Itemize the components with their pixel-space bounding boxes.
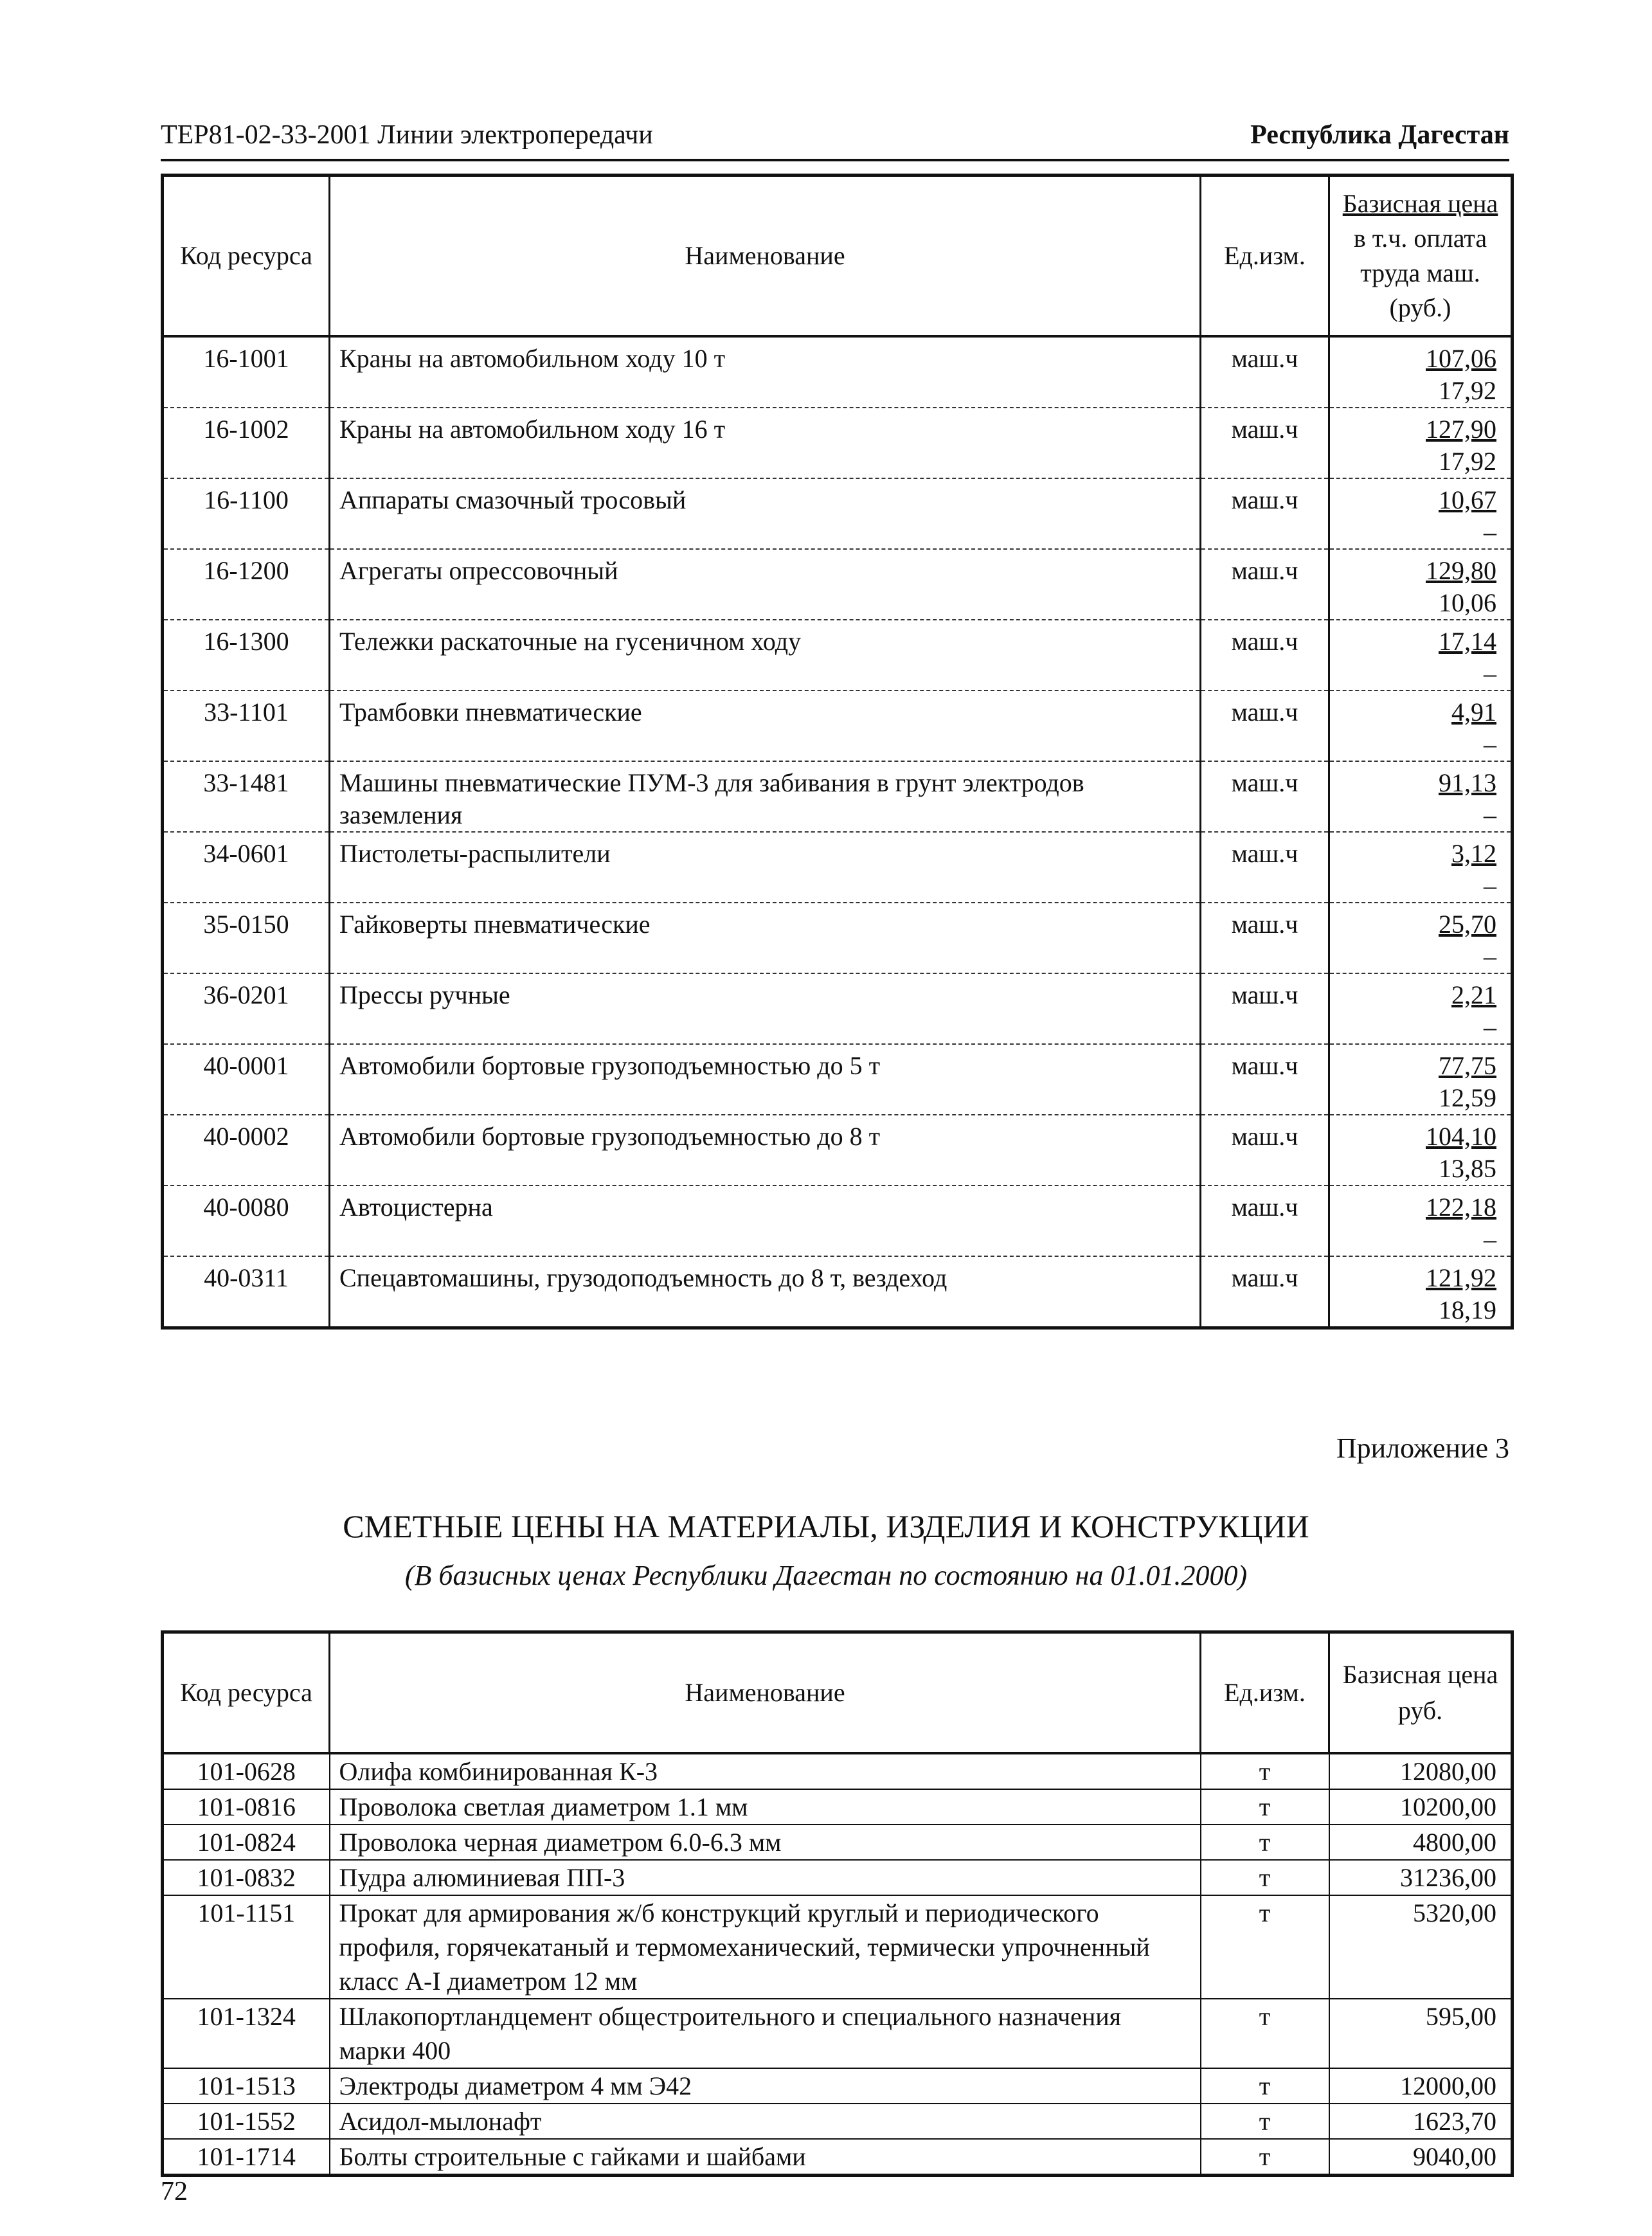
resource-code: 36-0201 xyxy=(163,973,330,1044)
price-cell xyxy=(1329,620,1513,690)
unit: т xyxy=(1201,1789,1329,1825)
unit: маш.ч xyxy=(1201,1186,1329,1256)
table-row xyxy=(163,973,1513,1044)
resource-code: 101-1324 xyxy=(163,1999,330,2068)
resource-name: Олифа комбинированная К-3 xyxy=(330,1753,1201,1789)
base-price: 12080,00 xyxy=(1329,1753,1513,1789)
labor-cost: – xyxy=(1484,729,1496,759)
base-price: 3,12 xyxy=(1451,838,1496,868)
resource-name: Тележки раскаточные на гусеничном ходу xyxy=(330,620,1201,690)
price-cell xyxy=(1329,549,1513,620)
unit: маш.ч xyxy=(1201,549,1329,620)
resource-code: 101-1552 xyxy=(163,2104,330,2139)
base-price: 9040,00 xyxy=(1329,2139,1513,2176)
base-price: 127,90 xyxy=(1426,414,1496,444)
labor-cost: 17,92 xyxy=(1439,446,1496,476)
base-price: 77,75 xyxy=(1439,1050,1496,1080)
table-row xyxy=(163,1895,1513,1999)
price-cell xyxy=(1329,1256,1513,1328)
price-cell xyxy=(1329,973,1513,1044)
price-cell xyxy=(1329,408,1513,478)
header-rule xyxy=(161,159,1509,161)
header-unit: Ед.изм. xyxy=(1201,1632,1329,1754)
resource-name: Краны на автомобильном ходу 16 т xyxy=(330,408,1201,478)
resource-code: 16-1002 xyxy=(163,408,330,478)
header-price-line2: руб. xyxy=(1397,1696,1443,1725)
unit: т xyxy=(1201,1999,1329,2068)
resource-code: 101-0628 xyxy=(163,1753,330,1789)
labor-cost: 10,06 xyxy=(1439,588,1496,617)
table-row xyxy=(163,1999,1513,2068)
table-row xyxy=(163,690,1513,761)
resource-name: Автомобили бортовые грузоподъемностью до 5 т xyxy=(330,1044,1201,1115)
resource-code: 35-0150 xyxy=(163,903,330,973)
table-row xyxy=(163,1860,1513,1895)
table-row xyxy=(163,478,1513,549)
resource-name: Трамбовки пневматические xyxy=(330,690,1201,761)
table-header-row xyxy=(163,1632,1513,1754)
labor-cost: – xyxy=(1484,517,1496,546)
unit: маш.ч xyxy=(1201,408,1329,478)
section-subtitle: (В базисных ценах Республики Дагестан по состоянию на 01.01.2000) xyxy=(404,1560,1248,1591)
resource-code: 101-0816 xyxy=(163,1789,330,1825)
labor-cost: – xyxy=(1484,1224,1496,1254)
table-row xyxy=(163,1753,1513,1789)
resource-code: 101-1513 xyxy=(163,2068,330,2104)
resource-name: Прессы ручные xyxy=(330,973,1201,1044)
unit: т xyxy=(1201,1860,1329,1895)
header-price-line4: (руб.) xyxy=(1389,293,1451,322)
base-price: 10,67 xyxy=(1439,485,1496,514)
header-price-line1: Базисная цена xyxy=(1342,188,1498,218)
resource-code: 16-1300 xyxy=(163,620,330,690)
table-row xyxy=(163,903,1513,973)
base-price: 5320,00 xyxy=(1329,1895,1513,1999)
document-header-region: Республика Дагестан xyxy=(1250,120,1509,150)
section-title: СМЕТНЫЕ ЦЕНЫ НА МАТЕРИАЛЫ, ИЗДЕЛИЯ И КОНСТРУКЦИИ xyxy=(343,1508,1309,1544)
resource-code: 16-1200 xyxy=(163,549,330,620)
table-row xyxy=(163,2068,1513,2104)
table-row xyxy=(163,408,1513,478)
price-cell xyxy=(1329,336,1513,408)
header-name: Наименование xyxy=(330,176,1201,336)
resource-name: Агрегаты опрессовочный xyxy=(330,549,1201,620)
resource-name: Автоцистерна xyxy=(330,1186,1201,1256)
base-price: 129,80 xyxy=(1426,555,1496,585)
table-row xyxy=(163,1256,1513,1328)
labor-cost: – xyxy=(1484,870,1496,900)
header-price xyxy=(1329,1632,1513,1754)
header-price xyxy=(1329,176,1513,336)
resource-code: 40-0311 xyxy=(163,1256,330,1328)
resource-code: 101-1151 xyxy=(163,1895,330,1999)
resource-name: Асидол-мылонафт xyxy=(330,2104,1201,2139)
labor-cost: – xyxy=(1484,800,1496,829)
machinery-price-table xyxy=(161,174,1514,1330)
base-price: 10200,00 xyxy=(1329,1789,1513,1825)
header-name: Наименование xyxy=(330,1632,1201,1754)
table-row xyxy=(163,1789,1513,1825)
table-row xyxy=(163,1115,1513,1186)
materials-price-table xyxy=(161,1630,1514,2177)
base-price: 595,00 xyxy=(1329,1999,1513,2068)
header-code: Код ресурса xyxy=(163,1632,330,1754)
resource-name: Проволока черная диаметром 6.0-6.3 мм xyxy=(330,1825,1201,1860)
base-price: 31236,00 xyxy=(1329,1860,1513,1895)
resource-code: 101-0832 xyxy=(163,1860,330,1895)
unit: маш.ч xyxy=(1201,690,1329,761)
unit: маш.ч xyxy=(1201,903,1329,973)
table-row xyxy=(163,2139,1513,2176)
table-row xyxy=(163,549,1513,620)
unit: т xyxy=(1201,1753,1329,1789)
price-cell xyxy=(1329,478,1513,549)
resource-name: Электроды диаметром 4 мм Э42 xyxy=(330,2068,1201,2104)
resource-code: 33-1101 xyxy=(163,690,330,761)
labor-cost: – xyxy=(1484,1012,1496,1041)
unit: т xyxy=(1201,2139,1329,2176)
unit: маш.ч xyxy=(1201,832,1329,903)
table-row xyxy=(163,1186,1513,1256)
table-row xyxy=(163,1825,1513,1860)
resource-name: Машины пневматические ПУМ-3 для забивания в грунт электродов заземления xyxy=(330,761,1201,832)
resource-name: Пистолеты-распылители xyxy=(330,832,1201,903)
base-price: 25,70 xyxy=(1439,909,1496,939)
header-price-line3: труда маш. xyxy=(1360,258,1480,287)
labor-cost: – xyxy=(1484,658,1496,688)
base-price: 4800,00 xyxy=(1329,1825,1513,1860)
price-cell xyxy=(1329,903,1513,973)
price-cell xyxy=(1329,761,1513,832)
resource-name: Пудра алюминиевая ПП-3 xyxy=(330,1860,1201,1895)
base-price: 104,10 xyxy=(1426,1121,1496,1151)
base-price: 91,13 xyxy=(1439,768,1496,797)
table-row xyxy=(163,761,1513,832)
unit: т xyxy=(1201,2104,1329,2139)
unit: маш.ч xyxy=(1201,1044,1329,1115)
unit: маш.ч xyxy=(1201,761,1329,832)
header-code: Код ресурса xyxy=(163,176,330,336)
base-price: 121,92 xyxy=(1426,1263,1496,1292)
labor-cost: – xyxy=(1484,941,1496,971)
unit: маш.ч xyxy=(1201,336,1329,408)
unit: т xyxy=(1201,2068,1329,2104)
resource-code: 101-1714 xyxy=(163,2139,330,2176)
resource-code: 34-0601 xyxy=(163,832,330,903)
header-unit: Ед.изм. xyxy=(1201,176,1329,336)
unit: маш.ч xyxy=(1201,1256,1329,1328)
unit: маш.ч xyxy=(1201,478,1329,549)
header-price-line2: в т.ч. оплата xyxy=(1353,223,1487,253)
base-price: 107,06 xyxy=(1426,343,1496,373)
resource-name: Прокат для армирования ж/б конструкций круглый и периодического профиля, горячекатаный и термомеханический, термически упрочненный класс А-I диаметром 12 мм xyxy=(330,1895,1201,1999)
resource-name: Шлакопортландцемент общестроительного и специального назначения марки 400 xyxy=(330,1999,1201,2068)
resource-code: 33-1481 xyxy=(163,761,330,832)
labor-cost: 13,85 xyxy=(1439,1153,1496,1183)
table-header-row xyxy=(163,176,1513,336)
header-price-line1: Базисная цена xyxy=(1342,1660,1498,1689)
unit: т xyxy=(1201,1825,1329,1860)
price-cell xyxy=(1329,1115,1513,1186)
resource-name: Гайковерты пневматические xyxy=(330,903,1201,973)
base-price: 17,14 xyxy=(1439,626,1496,656)
resource-name: Аппараты смазочный тросовый xyxy=(330,478,1201,549)
base-price: 2,21 xyxy=(1451,980,1496,1009)
resource-code: 16-1001 xyxy=(163,336,330,408)
resource-code: 16-1100 xyxy=(163,478,330,549)
resource-code: 40-0002 xyxy=(163,1115,330,1186)
price-cell xyxy=(1329,1044,1513,1115)
base-price: 122,18 xyxy=(1426,1192,1496,1222)
resource-code: 40-0080 xyxy=(163,1186,330,1256)
price-cell xyxy=(1329,1186,1513,1256)
resource-name: Болты строительные с гайками и шайбами xyxy=(330,2139,1201,2176)
unit: маш.ч xyxy=(1201,620,1329,690)
page-number: 72 xyxy=(161,2177,188,2206)
appendix-label: Приложение 3 xyxy=(1336,1432,1509,1464)
labor-cost: 12,59 xyxy=(1439,1083,1496,1112)
unit: маш.ч xyxy=(1201,973,1329,1044)
resource-name: Автомобили бортовые грузоподъемностью до 8 т xyxy=(330,1115,1201,1186)
resource-name: Проволока светлая диаметром 1.1 мм xyxy=(330,1789,1201,1825)
table-row xyxy=(163,336,1513,408)
resource-name: Спецавтомашины, грузодоподъемность до 8 т, вездеход xyxy=(330,1256,1201,1328)
resource-code: 101-0824 xyxy=(163,1825,330,1860)
table-row xyxy=(163,2104,1513,2139)
unit: т xyxy=(1201,1895,1329,1999)
document-header-title: ТЕР81-02-33-2001 Линии электропередачи xyxy=(161,120,653,150)
resource-name: Краны на автомобильном ходу 10 т xyxy=(330,336,1201,408)
resource-code: 40-0001 xyxy=(163,1044,330,1115)
base-price: 12000,00 xyxy=(1329,2068,1513,2104)
labor-cost: 17,92 xyxy=(1439,375,1496,405)
table-row xyxy=(163,620,1513,690)
base-price: 4,91 xyxy=(1451,697,1496,726)
table-row xyxy=(163,832,1513,903)
table-row xyxy=(163,1044,1513,1115)
unit: маш.ч xyxy=(1201,1115,1329,1186)
price-cell xyxy=(1329,832,1513,903)
price-cell xyxy=(1329,690,1513,761)
base-price: 1623,70 xyxy=(1329,2104,1513,2139)
labor-cost: 18,19 xyxy=(1439,1295,1496,1324)
